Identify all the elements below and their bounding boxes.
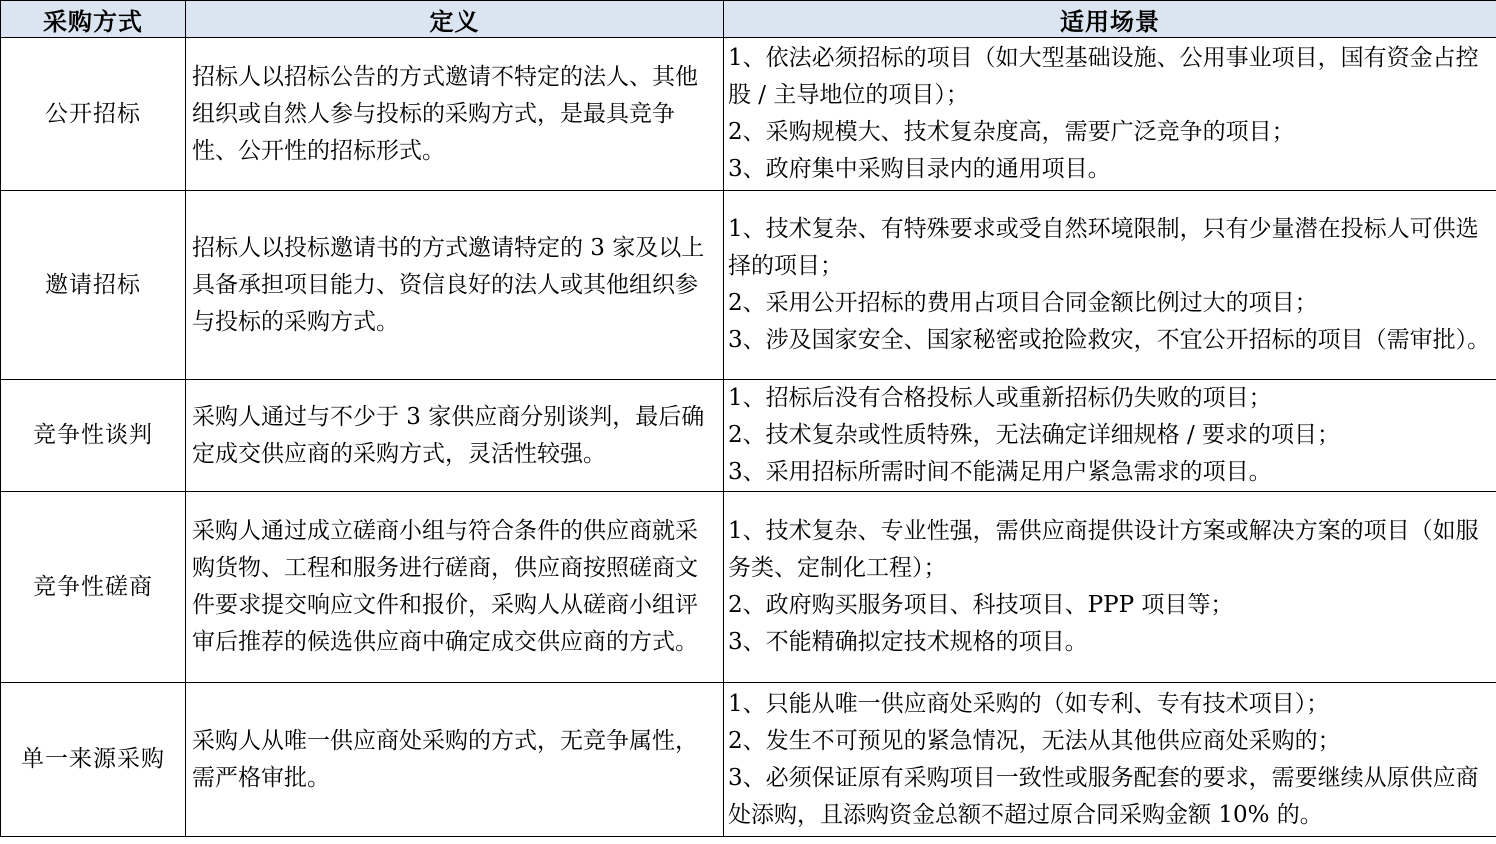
scenario-item: 1、只能从唯一供应商处采购的（如专利、专有技术项目）； xyxy=(728,690,1330,717)
scenario-item: 2、采购规模大、技术复杂度高，需要广泛竞争的项目； xyxy=(728,119,1295,145)
scenario-item: 2、政府购买服务项目、科技项目、PPP 项目等； xyxy=(728,592,1234,618)
table-row xyxy=(1,38,1496,191)
scenario-item: 1、依法必须招标的项目（如大型基础设施、公用事业项目，国有资金占控股 / 主导地位的项目）； xyxy=(728,45,1479,108)
scenario-item: 1、技术复杂、有特殊要求或受自然环境限制，只有少量潜在投标人可供选择的项目； xyxy=(728,216,1479,279)
scenario-item: 3、采用招标所需时间不能满足用户紧急需求的项目。 xyxy=(728,459,1272,485)
table-row xyxy=(1,191,1496,380)
table-row xyxy=(1,683,1496,837)
scenario-cell xyxy=(724,191,1496,380)
method-cell: 单一来源采购 xyxy=(1,683,186,837)
scenario-item: 3、政府集中采购目录内的通用项目。 xyxy=(728,156,1111,182)
scenario-item: 3、不能精确拟定技术规格的项目。 xyxy=(728,629,1088,655)
scenario-item: 2、技术复杂或性质特殊，无法确定详细规格 / 要求的项目； xyxy=(728,422,1341,448)
header-definition: 定义 xyxy=(186,1,724,38)
scenario-item: 3、必须保证原有采购项目一致性或服务配套的要求，需要继续从原供应商处添购，且添购资金总额不超过原合同采购金额 10% 的。 xyxy=(728,764,1479,828)
definition-cell: 采购人通过与不少于 3 家供应商分别谈判，最后确定成交供应商的采购方式，灵活性较强。 xyxy=(186,380,724,492)
definition-cell: 招标人以投标邀请书的方式邀请特定的 3 家及以上具备承担项目能力、资信良好的法人或其他组织参与投标的采购方式。 xyxy=(186,191,724,380)
table-row xyxy=(1,380,1496,492)
scenario-cell xyxy=(724,380,1496,492)
method-cell: 邀请招标 xyxy=(1,191,186,380)
scenario-item: 3、涉及国家安全、国家秘密或抢险救灾，不宜公开招标的项目（需审批）。 xyxy=(728,327,1491,353)
method-cell: 公开招标 xyxy=(1,38,186,191)
definition-cell: 招标人以招标公告的方式邀请不特定的法人、其他组织或自然人参与投标的采购方式，是最具竞争性、公开性的招标形式。 xyxy=(186,38,724,191)
definition-cell: 采购人从唯一供应商处采购的方式，无竞争属性，需严格审批。 xyxy=(186,683,724,837)
scenario-item: 1、招标后没有合格投标人或重新招标仍失败的项目； xyxy=(728,385,1272,411)
method-cell: 竞争性磋商 xyxy=(1,492,186,683)
table-row xyxy=(1,492,1496,683)
header-method: 采购方式 xyxy=(1,1,186,38)
header-scenario: 适用场景 xyxy=(724,1,1496,38)
scenario-cell xyxy=(724,683,1496,837)
scenario-cell xyxy=(724,492,1496,683)
scenario-item: 2、发生不可预见的紧急情况，无法从其他供应商处采购的； xyxy=(728,727,1341,754)
scenario-cell xyxy=(724,38,1496,191)
method-cell: 竞争性谈判 xyxy=(1,380,186,492)
definition-cell: 采购人通过成立磋商小组与符合条件的供应商就采购货物、工程和服务进行磋商，供应商按照磋商文件要求提交响应文件和报价，采购人从磋商小组评审后推荐的候选供应商中确定成交供应商的方式。 xyxy=(186,492,724,683)
scenario-item: 2、采用公开招标的费用占项目合同金额比例过大的项目； xyxy=(728,290,1318,316)
header-row xyxy=(1,1,1496,38)
scenario-item: 1、技术复杂、专业性强，需供应商提供设计方案或解决方案的项目（如服务类、定制化工程）； xyxy=(728,518,1479,581)
